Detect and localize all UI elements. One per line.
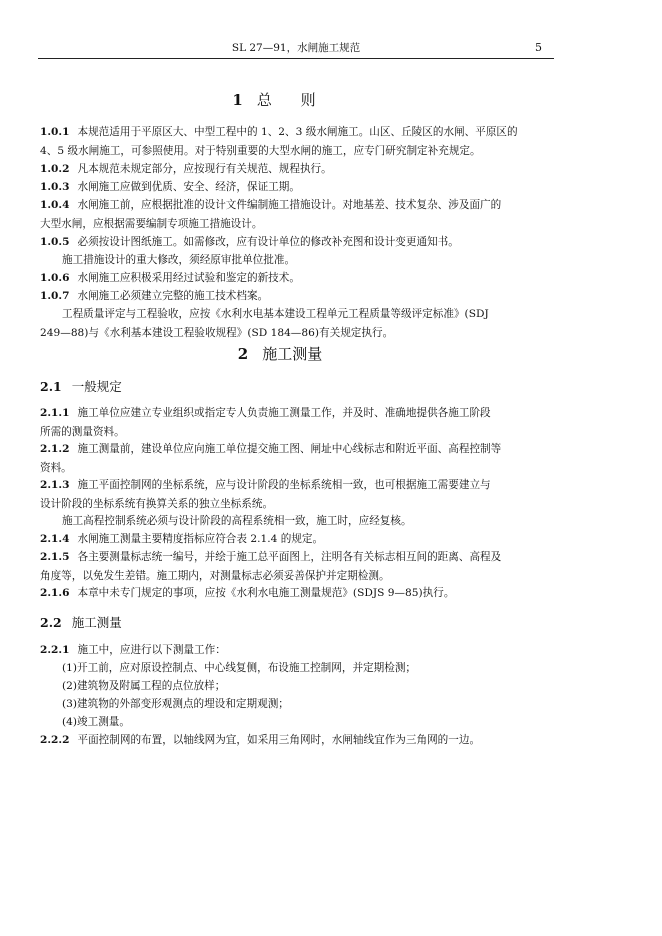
clause-number: 2.1.2 — [40, 443, 70, 455]
clause-text: 4、5 级水闸施工，可参照使用。对于特别重要的大型水闸的施工，应专门研究制定补充规定。 — [40, 144, 481, 157]
clause-number: 2.1.1 — [40, 407, 70, 419]
section-2-1-heading — [40, 378, 122, 396]
chapter-number: 2 — [237, 345, 249, 363]
clause-text: 角度等，以免发生差错。施工期内，对测量标志必须妥善保护并定期检测。 — [40, 569, 390, 582]
clause-number: 1.0.6 — [40, 272, 70, 284]
section-title: 一般规定 — [71, 379, 122, 394]
section-2-2-heading — [40, 614, 122, 632]
running-header — [38, 40, 554, 59]
clause-number: 2.1.3 — [40, 479, 70, 491]
clause-text: 施工平面控制网的坐标系统，应与设计阶段的坐标系统相一致，也可根据施工需要建立与 — [77, 479, 491, 491]
clause-number: 2.2.1 — [40, 644, 70, 656]
clause-number: 1.0.4 — [40, 199, 70, 211]
clause-text: 249—88)与《水利基本建设工程验收规程》(SD 184—86)有关规定执行。 — [40, 326, 394, 339]
clause-text: 水闸施工应做到优质、安全、经济，保证工期。 — [77, 181, 300, 193]
chapter-1-heading — [0, 90, 560, 110]
clause-text: 水闸施工测量主要精度指标应符合表 2.1.4 的规定。 — [77, 533, 324, 545]
clause-text: 水闸施工必须建立完整的施工技术档案。 — [77, 290, 269, 302]
clause-1-0-2 — [40, 160, 534, 179]
list-item: (3)建筑物的外部变形观测点的埋设和定期观测； — [62, 698, 289, 710]
clause-text: 所需的测量资料。 — [40, 425, 125, 438]
clause-number: 1.0.1 — [40, 126, 70, 138]
list-item: (4)竣工测量。 — [62, 716, 130, 728]
section-number: 2.1 — [40, 379, 62, 394]
list-item: (2)建筑物及附属工程的点位放样； — [62, 680, 226, 692]
section-number: 2.2 — [40, 615, 62, 630]
clause-1-0-1 — [40, 123, 534, 160]
clause-1-0-4 — [40, 196, 534, 233]
clause-text: 水闸施工应积极采用经过试验和鉴定的新技术。 — [77, 272, 300, 284]
clause-2-1-6 — [40, 584, 534, 603]
clause-2-2-2 — [40, 731, 534, 750]
clause-text: 本章中未专门规定的事项，应按《水利水电施工测量规范》(SDJS 9—85)执行。 — [77, 587, 455, 599]
clause-2-1-3-continued — [40, 512, 534, 531]
clause-text: 施工测量前，建设单位应向施工单位提交施工图、闸址中心线标志和附近平面、高程控制等 — [77, 443, 502, 455]
clause-number: 1.0.7 — [40, 290, 70, 302]
clause-1-0-3 — [40, 178, 534, 197]
clause-2-1-5 — [40, 548, 534, 585]
clause-2-1-2 — [40, 440, 534, 477]
clause-text: 必须按设计图纸施工。如需修改，应有设计单位的修改补充图和设计变更通知书。 — [77, 236, 459, 248]
clause-text: 施工中，应进行以下测量工作： — [77, 644, 226, 656]
clause-text: 设计阶段的坐标系统有换算关系的独立坐标系统。 — [40, 497, 274, 510]
clause-text: 施工措施设计的重大修改，须经原审批单位批准。 — [62, 254, 296, 266]
clause-number: 2.1.4 — [40, 533, 70, 545]
clause-number: 1.0.5 — [40, 236, 70, 248]
list-item: (1)开工前，应对原设控制点、中心线复侧，布设施工控制网，并定期检测； — [62, 662, 417, 674]
page-number: 5 — [535, 41, 542, 54]
clause-text: 平面控制网的布置，以轴线网为宜，如采用三角网时，水闸轴线宜作为三角网的一边。 — [77, 734, 481, 746]
chapter-number: 1 — [232, 91, 243, 109]
clause-text: 施工高程控制系统必须与设计阶段的高程系统相一致，施工时，应经复核。 — [62, 515, 412, 527]
clause-number: 1.0.3 — [40, 181, 70, 193]
clause-number: 1.0.2 — [40, 163, 70, 175]
header-title: SL 27—91，水闸施工规范 — [231, 42, 361, 54]
clause-1-0-7-continued — [40, 305, 534, 342]
clause-1-0-7 — [40, 287, 534, 306]
clause-2-1-4 — [40, 530, 534, 549]
clause-number: 2.1.5 — [40, 551, 70, 563]
clause-1-0-5-continued — [40, 251, 534, 270]
clause-2-1-3 — [40, 476, 534, 513]
clause-2-2-1 — [40, 641, 534, 660]
clause-text: 各主要测量标志统一编号，并绘于施工总平面图上，注明各有关标志相互间的距离、高程及 — [77, 551, 502, 563]
clause-number: 2.1.6 — [40, 587, 70, 599]
clause-1-0-5 — [40, 233, 534, 252]
clause-text: 工程质量评定与工程验收，应按《水利水电基本建设工程单元工程质量等级评定标准》(SDJ — [62, 308, 489, 320]
clause-text: 大型水闸，应根据需要编制专项施工措施设计。 — [40, 217, 263, 230]
clause-1-0-6 — [40, 269, 534, 288]
clause-text: 施工单位应建立专业组织或指定专人负责施工测量工作，并及时、准确地提供各施工阶段 — [77, 407, 491, 419]
clause-number: 2.2.2 — [40, 734, 70, 746]
chapter-2-heading — [0, 344, 560, 364]
chapter-title: 施工测量 — [262, 345, 323, 363]
clause-2-1-1 — [40, 404, 534, 441]
clause-text: 本规范适用于平原区大、中型工程中的 1、2、3 级水闸施工。山区、丘陵区的水闸、平原区的 — [77, 126, 518, 138]
clause-text: 资料。 — [40, 461, 72, 474]
clause-text: 凡本规范未规定部分，应按现行有关规范、规程执行。 — [77, 163, 332, 175]
clause-text: 水闸施工前，应根据批准的设计文件编制施工措施设计。对地基差、技术复杂、涉及面广的 — [77, 199, 502, 211]
chapter-title: 总 则 — [256, 91, 328, 109]
section-title: 施工测量 — [71, 615, 122, 630]
